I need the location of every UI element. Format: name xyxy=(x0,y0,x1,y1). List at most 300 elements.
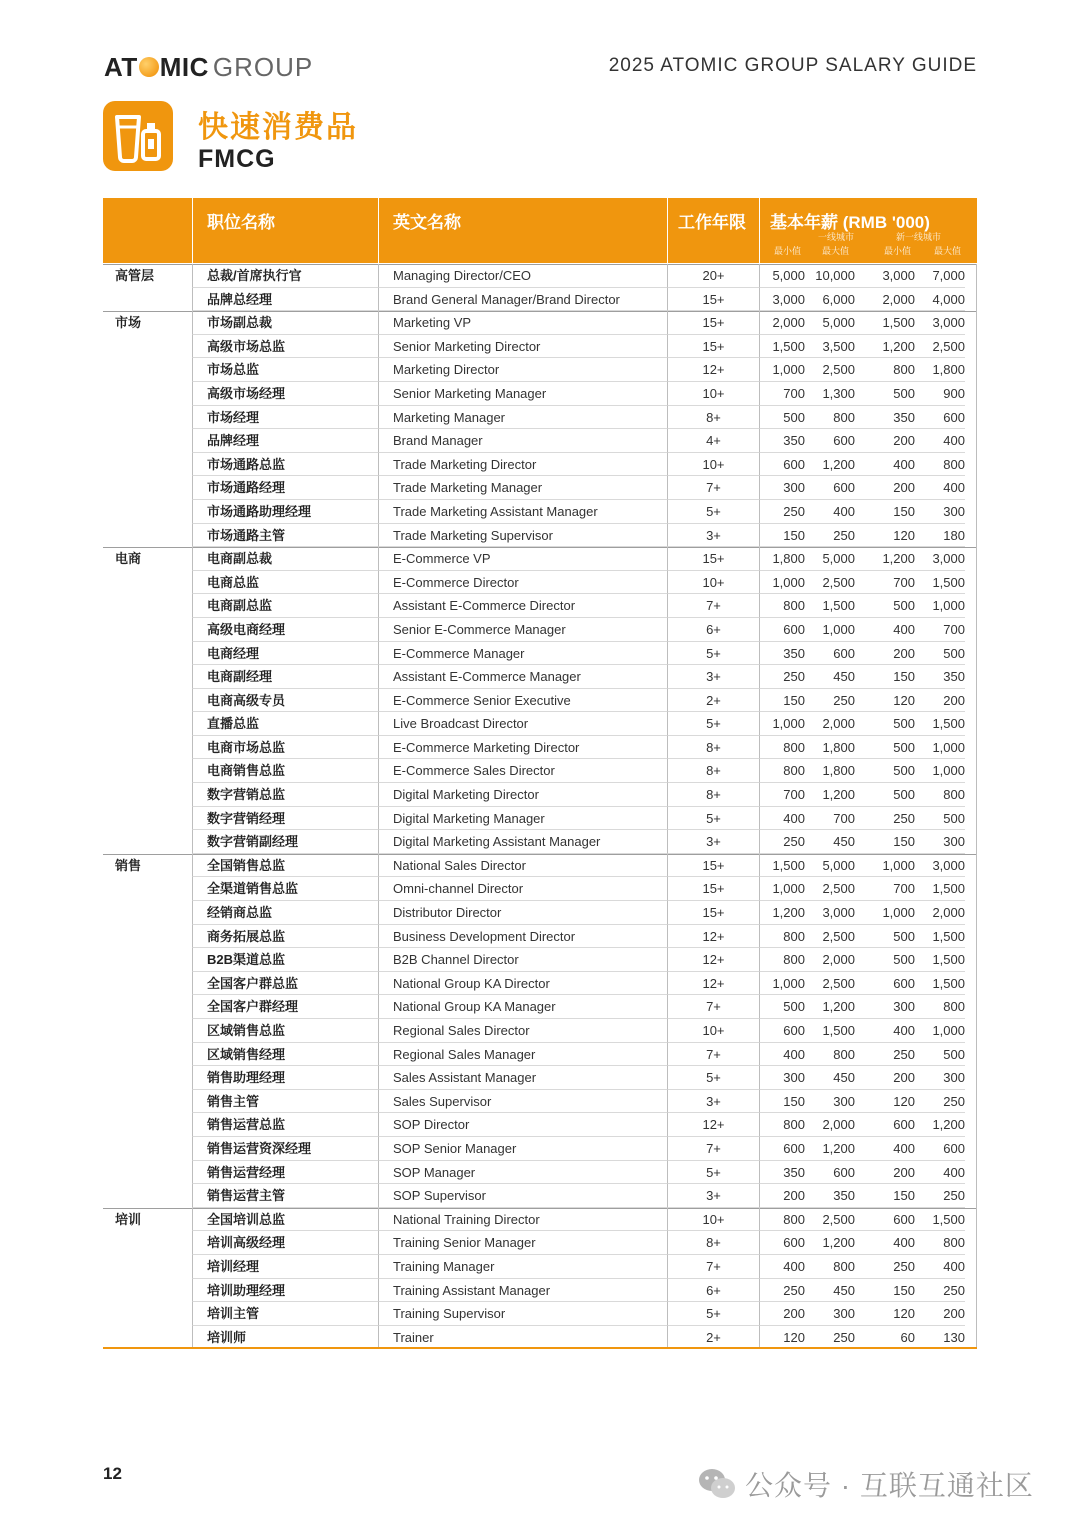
tier1-max: 2,500 xyxy=(805,1208,855,1232)
tier2-min: 400 xyxy=(855,453,915,477)
tier2-max: 1,500 xyxy=(915,712,965,736)
tier1-max: 2,500 xyxy=(805,972,855,996)
table-row xyxy=(103,783,977,807)
tier1-min: 200 xyxy=(759,1302,805,1326)
tier1-max: 2,000 xyxy=(805,1113,855,1137)
tier2-max: 1,500 xyxy=(915,948,965,972)
job-title-zh: 品牌经理 xyxy=(192,429,378,453)
job-title-en: Assistant E-Commerce Director xyxy=(378,594,667,618)
years-experience: 10+ xyxy=(667,453,759,477)
section-label xyxy=(103,1302,192,1326)
tier1-max: 1,500 xyxy=(805,1019,855,1043)
tier1-min: 350 xyxy=(759,642,805,666)
job-title-en: Regional Sales Manager xyxy=(378,1043,667,1067)
tier2-min: 400 xyxy=(855,1019,915,1043)
job-title-zh: 销售运营经理 xyxy=(192,1161,378,1185)
table-row xyxy=(103,406,977,430)
header-tier1: 一线城市 xyxy=(818,232,855,242)
job-title-zh: 全国培训总监 xyxy=(192,1208,378,1232)
tier1-max: 3,000 xyxy=(805,901,855,925)
table-right-edge xyxy=(976,429,977,453)
job-title-zh: 市场通路经理 xyxy=(192,476,378,500)
table-row xyxy=(103,618,977,642)
job-title-zh: 电商总监 xyxy=(192,571,378,595)
table-row xyxy=(103,311,977,335)
tier2-min: 250 xyxy=(855,1255,915,1279)
tier2-min: 300 xyxy=(855,995,915,1019)
tier1-min: 1,500 xyxy=(759,854,805,878)
wechat-icon xyxy=(697,1467,737,1501)
job-title-zh: 商务拓展总监 xyxy=(192,925,378,949)
tier1-max: 800 xyxy=(805,406,855,430)
table-row xyxy=(103,925,977,949)
tier1-max: 600 xyxy=(805,429,855,453)
years-experience: 3+ xyxy=(667,1184,759,1208)
tier2-max: 200 xyxy=(915,689,965,713)
tier1-min: 800 xyxy=(759,1208,805,1232)
years-experience: 8+ xyxy=(667,1231,759,1255)
tier1-min: 200 xyxy=(759,1184,805,1208)
table-row xyxy=(103,571,977,595)
job-title-en: SOP Senior Manager xyxy=(378,1137,667,1161)
tier2-max: 2,500 xyxy=(915,335,965,359)
table-right-edge xyxy=(976,594,977,618)
tier2-max: 1,500 xyxy=(915,972,965,996)
years-experience: 10+ xyxy=(667,382,759,406)
tier1-max: 600 xyxy=(805,1161,855,1185)
job-title-zh: 电商高级专员 xyxy=(192,689,378,713)
tier1-min: 2,000 xyxy=(759,311,805,335)
tier2-min: 1,000 xyxy=(855,854,915,878)
tier1-min: 400 xyxy=(759,807,805,831)
job-title-zh: 品牌总经理 xyxy=(192,288,378,312)
section-label xyxy=(103,618,192,642)
tier2-min: 400 xyxy=(855,1231,915,1255)
section-label xyxy=(103,500,192,524)
tier2-min: 200 xyxy=(855,642,915,666)
job-title-zh: 销售助理经理 xyxy=(192,1066,378,1090)
years-experience: 10+ xyxy=(667,571,759,595)
job-title-zh: 全国客户群经理 xyxy=(192,995,378,1019)
years-experience: 4+ xyxy=(667,429,759,453)
years-experience: 5+ xyxy=(667,807,759,831)
years-experience: 5+ xyxy=(667,500,759,524)
tier1-min: 500 xyxy=(759,995,805,1019)
table-right-edge xyxy=(976,406,977,430)
header-tier2: 新一线城市 xyxy=(896,232,942,242)
tier1-min: 350 xyxy=(759,429,805,453)
tier2-min: 200 xyxy=(855,429,915,453)
job-title-zh: 市场总监 xyxy=(192,358,378,382)
tier2-max: 400 xyxy=(915,476,965,500)
tier1-max: 1,300 xyxy=(805,382,855,406)
tier1-min: 1,000 xyxy=(759,358,805,382)
tier2-max: 600 xyxy=(915,1137,965,1161)
job-title-en: Digital Marketing Director xyxy=(378,783,667,807)
tier2-max: 500 xyxy=(915,1043,965,1067)
job-title-en: Trade Marketing Supervisor xyxy=(378,524,667,548)
years-experience: 3+ xyxy=(667,524,759,548)
table-row xyxy=(103,1326,977,1350)
tier2-min: 500 xyxy=(855,382,915,406)
tier1-max: 450 xyxy=(805,1066,855,1090)
table-row xyxy=(103,689,977,713)
tier2-max: 3,000 xyxy=(915,311,965,335)
job-title-zh: 电商销售总监 xyxy=(192,759,378,783)
section-label xyxy=(103,571,192,595)
section-label xyxy=(103,1137,192,1161)
tier2-max: 250 xyxy=(915,1090,965,1114)
job-title-en: Trade Marketing Director xyxy=(378,453,667,477)
tier1-min: 600 xyxy=(759,1231,805,1255)
tier2-min: 500 xyxy=(855,594,915,618)
years-experience: 10+ xyxy=(667,1019,759,1043)
job-title-zh: 高级市场经理 xyxy=(192,382,378,406)
table-right-edge xyxy=(976,288,977,312)
table-right-edge xyxy=(976,618,977,642)
table-right-edge xyxy=(976,311,977,335)
section-label xyxy=(103,972,192,996)
tier2-max: 180 xyxy=(915,524,965,548)
job-title-en: E-Commerce Manager xyxy=(378,642,667,666)
tier1-max: 1,800 xyxy=(805,759,855,783)
years-experience: 5+ xyxy=(667,1066,759,1090)
tier2-max: 200 xyxy=(915,1302,965,1326)
wechat-watermark xyxy=(697,1464,1034,1504)
tier1-max: 600 xyxy=(805,642,855,666)
tier2-max: 250 xyxy=(915,1279,965,1303)
job-title-en: Live Broadcast Director xyxy=(378,712,667,736)
table-row xyxy=(103,736,977,760)
table-bottom-rule xyxy=(103,1347,977,1349)
tier1-min: 120 xyxy=(759,1326,805,1350)
section-label xyxy=(103,1090,192,1114)
tier2-min: 150 xyxy=(855,1279,915,1303)
tier2-max: 7,000 xyxy=(915,264,965,288)
table-right-edge xyxy=(976,972,977,996)
section-label xyxy=(103,1184,192,1208)
section-label xyxy=(103,1279,192,1303)
tier2-min: 60 xyxy=(855,1326,915,1350)
job-title-en: National Sales Director xyxy=(378,854,667,878)
table-row xyxy=(103,854,977,878)
years-experience: 12+ xyxy=(667,925,759,949)
job-title-en: Omni-channel Director xyxy=(378,877,667,901)
section-label xyxy=(103,288,192,312)
table-right-edge xyxy=(976,712,977,736)
job-title-en: Senior Marketing Director xyxy=(378,335,667,359)
table-row xyxy=(103,429,977,453)
years-experience: 7+ xyxy=(667,594,759,618)
logo-text-mic: MIC xyxy=(159,51,209,82)
tier1-max: 400 xyxy=(805,500,855,524)
job-title-en: Distributor Director xyxy=(378,901,667,925)
years-experience: 12+ xyxy=(667,358,759,382)
years-experience: 15+ xyxy=(667,547,759,571)
tier1-max: 700 xyxy=(805,807,855,831)
tier1-max: 2,000 xyxy=(805,712,855,736)
years-experience: 3+ xyxy=(667,1090,759,1114)
job-title-en: Trainer xyxy=(378,1326,667,1350)
section-label xyxy=(103,948,192,972)
job-title-en: Assistant E-Commerce Manager xyxy=(378,665,667,689)
tier2-max: 1,200 xyxy=(915,1113,965,1137)
job-title-en: SOP Supervisor xyxy=(378,1184,667,1208)
tier1-min: 250 xyxy=(759,1279,805,1303)
tier2-min: 500 xyxy=(855,948,915,972)
table-right-edge xyxy=(976,1302,977,1326)
tier1-max: 450 xyxy=(805,830,855,854)
years-experience: 5+ xyxy=(667,1302,759,1326)
years-experience: 8+ xyxy=(667,759,759,783)
tier2-max: 1,800 xyxy=(915,358,965,382)
tier1-min: 700 xyxy=(759,783,805,807)
table-right-edge xyxy=(976,1019,977,1043)
tier1-min: 800 xyxy=(759,736,805,760)
table-right-edge xyxy=(976,1279,977,1303)
atomic-group-logo xyxy=(104,52,313,82)
job-title-en: E-Commerce Marketing Director xyxy=(378,736,667,760)
years-experience: 7+ xyxy=(667,995,759,1019)
tier1-min: 250 xyxy=(759,665,805,689)
tier2-min: 500 xyxy=(855,783,915,807)
job-title-zh: 培训师 xyxy=(192,1326,378,1350)
tier1-min: 1,500 xyxy=(759,335,805,359)
tier2-min: 2,000 xyxy=(855,288,915,312)
tier1-min: 400 xyxy=(759,1043,805,1067)
tier2-max: 1,000 xyxy=(915,736,965,760)
table-row xyxy=(103,712,977,736)
job-title-en: Trade Marketing Manager xyxy=(378,476,667,500)
tier1-min: 400 xyxy=(759,1255,805,1279)
tier1-min: 1,000 xyxy=(759,877,805,901)
tier2-max: 3,000 xyxy=(915,547,965,571)
job-title-zh: B2B渠道总监 xyxy=(192,948,378,972)
table-row xyxy=(103,759,977,783)
tier1-max: 5,000 xyxy=(805,854,855,878)
job-title-zh: 培训助理经理 xyxy=(192,1279,378,1303)
section-label xyxy=(103,594,192,618)
tier2-max: 1,500 xyxy=(915,877,965,901)
job-title-zh: 培训经理 xyxy=(192,1255,378,1279)
tier1-min: 150 xyxy=(759,689,805,713)
tier1-max: 1,800 xyxy=(805,736,855,760)
tier1-min: 600 xyxy=(759,1019,805,1043)
job-title-zh: 电商副经理 xyxy=(192,665,378,689)
header-years: 工作年限 xyxy=(667,198,759,263)
section-label xyxy=(103,783,192,807)
tier2-max: 400 xyxy=(915,1161,965,1185)
tier2-max: 400 xyxy=(915,1255,965,1279)
section-label xyxy=(103,453,192,477)
years-experience: 15+ xyxy=(667,854,759,878)
tier2-max: 1,000 xyxy=(915,759,965,783)
section-label xyxy=(103,1231,192,1255)
years-experience: 15+ xyxy=(667,335,759,359)
table-row xyxy=(103,594,977,618)
tier1-min: 800 xyxy=(759,1113,805,1137)
tier2-max: 1,500 xyxy=(915,1208,965,1232)
tier1-max: 2,000 xyxy=(805,948,855,972)
job-title-en: SOP Director xyxy=(378,1113,667,1137)
table-row xyxy=(103,1019,977,1043)
table-right-edge xyxy=(976,382,977,406)
tier2-max: 250 xyxy=(915,1184,965,1208)
tier1-min: 800 xyxy=(759,948,805,972)
job-title-en: E-Commerce Sales Director xyxy=(378,759,667,783)
guide-title: 2025 ATOMIC GROUP SALARY GUIDE xyxy=(608,55,977,76)
tier2-max: 300 xyxy=(915,1066,965,1090)
job-title-zh: 销售运营资深经理 xyxy=(192,1137,378,1161)
job-title-zh: 市场通路助理经理 xyxy=(192,500,378,524)
salary-table xyxy=(103,264,977,1349)
years-experience: 5+ xyxy=(667,712,759,736)
job-title-zh: 数字营销副经理 xyxy=(192,830,378,854)
tier2-max: 1,000 xyxy=(915,594,965,618)
tier2-min: 800 xyxy=(855,358,915,382)
job-title-en: Marketing VP xyxy=(378,311,667,335)
job-title-zh: 销售运营总监 xyxy=(192,1113,378,1137)
tier1-max: 350 xyxy=(805,1184,855,1208)
tier1-min: 5,000 xyxy=(759,264,805,288)
tier1-max: 1,200 xyxy=(805,1137,855,1161)
table-row xyxy=(103,972,977,996)
tier1-max: 450 xyxy=(805,665,855,689)
tier2-min: 3,000 xyxy=(855,264,915,288)
table-right-edge xyxy=(976,571,977,595)
table-row xyxy=(103,1066,977,1090)
tier1-max: 1,000 xyxy=(805,618,855,642)
section-label xyxy=(103,665,192,689)
years-experience: 12+ xyxy=(667,1113,759,1137)
table-row xyxy=(103,476,977,500)
header-tier1-max: 最大值 xyxy=(822,246,850,256)
tier2-max: 4,000 xyxy=(915,288,965,312)
job-title-en: Training Manager xyxy=(378,1255,667,1279)
job-title-zh: 电商副总监 xyxy=(192,594,378,618)
tier1-min: 1,000 xyxy=(759,712,805,736)
tier1-max: 1,500 xyxy=(805,594,855,618)
job-title-zh: 销售主管 xyxy=(192,1090,378,1114)
section-label: 高管层 xyxy=(115,268,155,283)
years-experience: 15+ xyxy=(667,877,759,901)
table-row xyxy=(103,264,977,288)
job-title-zh: 销售运营主管 xyxy=(192,1184,378,1208)
tier1-max: 5,000 xyxy=(805,547,855,571)
job-title-zh: 经销商总监 xyxy=(192,901,378,925)
job-title-en: E-Commerce Director xyxy=(378,571,667,595)
tier2-max: 130 xyxy=(915,1326,965,1350)
tier1-min: 800 xyxy=(759,925,805,949)
section-label xyxy=(103,1043,192,1067)
section-label xyxy=(103,1113,192,1137)
table-right-edge xyxy=(976,358,977,382)
tier2-min: 600 xyxy=(855,972,915,996)
table-right-edge xyxy=(976,1113,977,1137)
years-experience: 2+ xyxy=(667,689,759,713)
table-right-edge xyxy=(976,453,977,477)
years-experience: 7+ xyxy=(667,1137,759,1161)
section-label xyxy=(103,358,192,382)
job-title-zh: 数字营销经理 xyxy=(192,807,378,831)
years-experience: 8+ xyxy=(667,736,759,760)
table-row xyxy=(103,1208,977,1232)
years-experience: 8+ xyxy=(667,406,759,430)
job-title-zh: 区域销售总监 xyxy=(192,1019,378,1043)
logo-text-at: AT xyxy=(104,51,138,82)
tier2-max: 1,500 xyxy=(915,925,965,949)
tier2-min: 1,200 xyxy=(855,335,915,359)
years-experience: 3+ xyxy=(667,665,759,689)
logo-sun-icon xyxy=(139,57,159,77)
tier1-max: 300 xyxy=(805,1302,855,1326)
job-title-en: Managing Director/CEO xyxy=(378,264,667,288)
job-title-zh: 电商市场总监 xyxy=(192,736,378,760)
table-right-edge xyxy=(976,689,977,713)
watermark-text: 公众号 · 互联互通社区 xyxy=(745,1470,1034,1501)
section-label: 销售 xyxy=(115,857,142,873)
section-label xyxy=(103,335,192,359)
job-title-zh: 高级市场总监 xyxy=(192,335,378,359)
tier1-max: 2,500 xyxy=(805,877,855,901)
job-title-zh: 电商副总裁 xyxy=(192,547,378,571)
job-title-en: National Group KA Manager xyxy=(378,995,667,1019)
table-right-edge xyxy=(976,1043,977,1067)
table-right-edge xyxy=(976,1255,977,1279)
table-row xyxy=(103,1184,977,1208)
job-title-zh: 高级电商经理 xyxy=(192,618,378,642)
job-title-en: Sales Assistant Manager xyxy=(378,1066,667,1090)
tier2-max: 600 xyxy=(915,406,965,430)
tier1-max: 250 xyxy=(805,524,855,548)
tier2-max: 700 xyxy=(915,618,965,642)
years-experience: 8+ xyxy=(667,783,759,807)
table-row xyxy=(103,807,977,831)
job-title-en: Training Supervisor xyxy=(378,1302,667,1326)
tier1-min: 3,000 xyxy=(759,288,805,312)
tier2-min: 150 xyxy=(855,1184,915,1208)
job-title-en: Training Senior Manager xyxy=(378,1231,667,1255)
tier2-max: 1,500 xyxy=(915,571,965,595)
table-right-edge xyxy=(976,335,977,359)
job-title-zh: 数字营销总监 xyxy=(192,783,378,807)
table-right-edge xyxy=(976,925,977,949)
table-right-edge xyxy=(976,948,977,972)
years-experience: 6+ xyxy=(667,618,759,642)
tier1-min: 350 xyxy=(759,1161,805,1185)
section-label xyxy=(103,524,192,548)
tier2-max: 1,000 xyxy=(915,1019,965,1043)
section-label xyxy=(103,925,192,949)
table-right-edge xyxy=(976,759,977,783)
table-row xyxy=(103,1043,977,1067)
section-label xyxy=(103,807,192,831)
tier2-max: 900 xyxy=(915,382,965,406)
tier2-min: 500 xyxy=(855,925,915,949)
section-label xyxy=(103,901,192,925)
table-row xyxy=(103,665,977,689)
section-label xyxy=(103,995,192,1019)
job-title-zh: 市场副总裁 xyxy=(192,311,378,335)
section-label xyxy=(103,1255,192,1279)
job-title-en: E-Commerce Senior Executive xyxy=(378,689,667,713)
tier2-min: 120 xyxy=(855,1302,915,1326)
table-row xyxy=(103,453,977,477)
tier2-max: 800 xyxy=(915,453,965,477)
section-label xyxy=(103,759,192,783)
table-row xyxy=(103,830,977,854)
table-row xyxy=(103,948,977,972)
